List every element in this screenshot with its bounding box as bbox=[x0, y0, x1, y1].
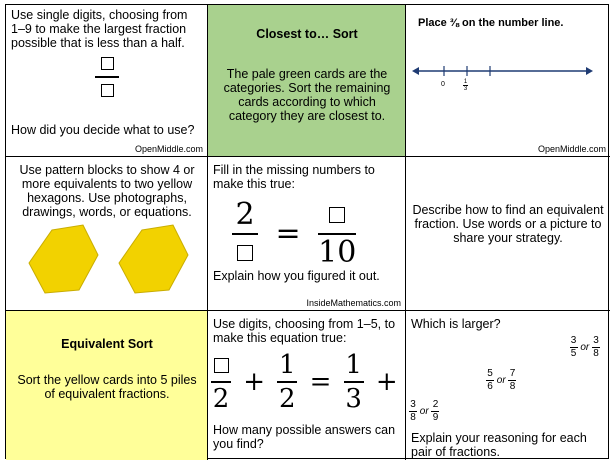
card-title: Place ⅜ on the number line. bbox=[418, 17, 564, 29]
denominator: 2 bbox=[212, 383, 230, 414]
card-question: How many possible answers can you find? bbox=[213, 423, 396, 451]
card-body: The pale green cards are the categories. Sort the remaining cards according to which category they are closest to. bbox=[223, 67, 391, 123]
card-which-larger bbox=[406, 311, 610, 460]
card-largest-fraction bbox=[6, 5, 208, 157]
numerator: 1 bbox=[345, 350, 362, 380]
yellow-hexagons bbox=[6, 217, 208, 307]
card-question: How did you decide what to use? bbox=[11, 123, 195, 137]
card-digits-equation bbox=[208, 311, 406, 460]
card-instructions: Describe how to find an equivalent fraction. Use words or a picture to share your strategy. bbox=[412, 203, 604, 245]
card-missing-numbers bbox=[208, 157, 406, 311]
denominator: 2 bbox=[279, 384, 296, 414]
fraction-pair: $\frac{5}{6}$ or $\frac{7}{8}$ bbox=[487, 368, 516, 392]
card-title: Closest to… Sort bbox=[256, 27, 358, 41]
card-question: Explain how you figured it out. bbox=[213, 269, 380, 283]
equation: 2 = 10 bbox=[232, 199, 356, 269]
card-instructions: Use digits, choosing from 1–5, to make this equation true: bbox=[213, 317, 396, 345]
fraction-pair: $\frac{3}{8}$ or $\frac{2}{9}$ bbox=[410, 399, 439, 423]
blank-box bbox=[237, 245, 253, 261]
source-credit: InsideMathematics.com bbox=[306, 298, 401, 308]
equation: 2 + $\frac{1}{2}$ = $\frac{1}{3}$ + bbox=[211, 351, 406, 413]
card-title: Equivalent Sort bbox=[61, 337, 153, 351]
card-closest-to-sort bbox=[208, 5, 406, 157]
hexagon-shape bbox=[29, 225, 98, 293]
numerator-box bbox=[101, 57, 114, 70]
card-equivalent-sort bbox=[6, 311, 208, 460]
card-equivalent-strategy bbox=[406, 157, 610, 311]
numerator: 2 bbox=[235, 197, 255, 232]
blank-fraction bbox=[95, 57, 119, 97]
tick-label-zero: 0 bbox=[441, 81, 445, 88]
source-credit: OpenMiddle.com bbox=[134, 144, 203, 154]
denominator-box bbox=[101, 84, 114, 97]
card-question: Explain your reasoning for each pair of fractions. bbox=[411, 431, 587, 459]
blank-box bbox=[329, 207, 345, 223]
card-instructions: Use pattern blocks to show 4 or more equivalents to two yellow hexagons. Use photographs, drawings, words, or equations. bbox=[19, 163, 195, 219]
card-instructions: Fill in the missing numbers to make this true: bbox=[213, 163, 375, 191]
tick-label-one-third: 1 3 bbox=[463, 79, 468, 92]
source-credit: OpenMiddle.com bbox=[537, 144, 606, 154]
fraction-pair: $\frac{3}{5}$ or $\frac{3}{8}$ bbox=[570, 335, 599, 359]
hexagon-shape bbox=[119, 225, 188, 293]
card-number-line bbox=[406, 5, 610, 157]
card-pattern-blocks bbox=[6, 157, 208, 311]
card-body: Sort the yellow cards into 5 piles of equivalent fractions. bbox=[17, 373, 197, 401]
card-instructions: Use single digits, choosing from 1–9 to make the largest fraction possible that is less than a half. bbox=[11, 8, 188, 50]
denominator: 10 bbox=[318, 235, 357, 270]
numerator: 1 bbox=[279, 350, 296, 380]
blank-box bbox=[214, 358, 229, 373]
number-line bbox=[406, 60, 610, 100]
task-grid bbox=[5, 4, 609, 459]
card-title: Which is larger? bbox=[411, 317, 501, 331]
denominator: 3 bbox=[345, 384, 362, 414]
